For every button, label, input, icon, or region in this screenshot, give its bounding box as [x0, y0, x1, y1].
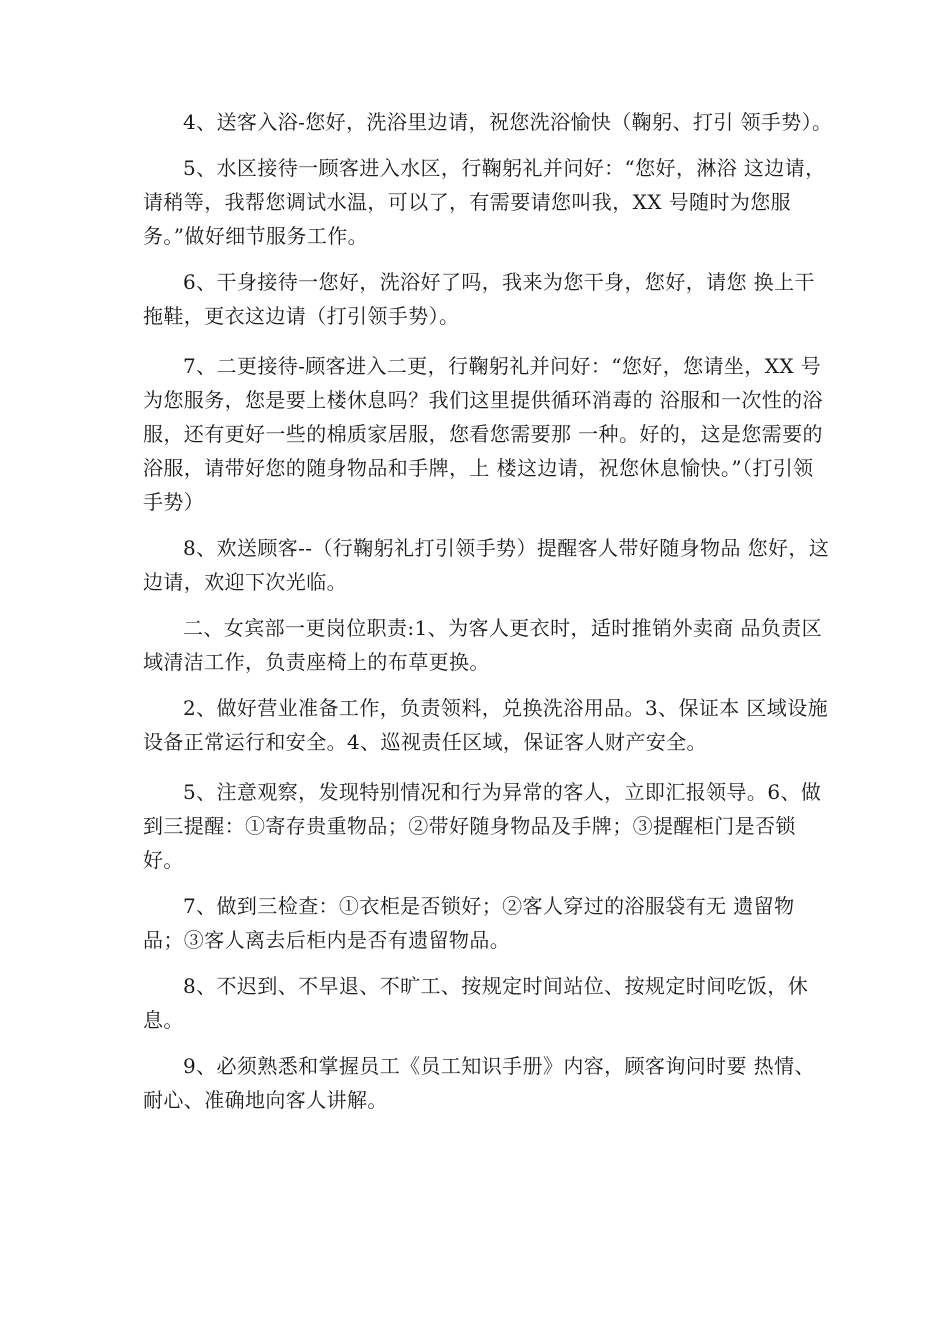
paragraph-preparation-duties: 2、做好营业准备工作，负责领料，兑换洗浴用品。3、保证本 区域设施设备正常运行和安全。4、巡视责任区域，保证客人财产安全。: [143, 696, 829, 754]
paragraph-drying-reception: 6、干身接待一您好，洗浴好了吗，我来为您干身，您好，请您 换上干拖鞋，更衣这边请（打引领手势）。: [143, 270, 815, 328]
paragraph-three-reminders: 5、注意观察，发现特别情况和行为异常的客人，立即汇报领导。6、做到三提醒：①寄存贵重物品；②带好随身物品及手牌；③提醒柜门是否锁好。: [143, 780, 822, 872]
paragraph-second-changing-reception: 7、二更接待-顾客进入二更，行鞠躬礼并问好：“您好，您请坐，XX 号为您服务，您是要上楼休息吗？我们这里提供循环消毒的 浴服和一次性的浴服，还有更好一些的棉质家居服，您看您需要那 一种。好的，这是您需要的浴服，请带好您的随身物品和手牌，上 楼这边请，祝您休息愉快。”（打引领手势）: [143, 354, 823, 514]
document-body: [143, 105, 833, 1129]
paragraph-three-checks: 7、做到三检查：①衣柜是否锁好；②客人穿过的浴服袋有无 遗留物品；③客人离去后柜内是否有遗留物品。: [143, 894, 795, 952]
paragraph-attendance: 8、不迟到、不早退、不旷工、按规定时间站位、按规定时间吃饭，休息。: [143, 974, 809, 1032]
paragraph-send-to-bath: 4、送客入浴-您好，洗浴里边请，祝您洗浴愉快（鞠躬、打引 领手势）。: [183, 110, 833, 134]
paragraph-handbook-knowledge: 9、必须熟悉和掌握员工《员工知识手册》内容，顾客询问时要 热情、耐心、准确地向客人讲解。: [143, 1054, 815, 1112]
paragraph-water-area-reception: 5、水区接待一顾客进入水区，行鞠躬礼并问好：“您好，淋浴 这边请，请稍等，我帮您调试水温，可以了，有需要请您叫我，XX 号随时为您服务。”做好细节服务工作。: [143, 156, 826, 248]
paragraph-female-changing-duties: 二、女宾部一更岗位职责:1、为客人更衣时，适时推销外卖商 品负责区域清洁工作，负责座椅上的布草更换。: [143, 616, 823, 674]
paragraph-farewell: 8、欢送顾客--（行鞠躬礼打引领手势）提醒客人带好随身物品 您好，这边请，欢迎下次光临。: [143, 536, 830, 594]
